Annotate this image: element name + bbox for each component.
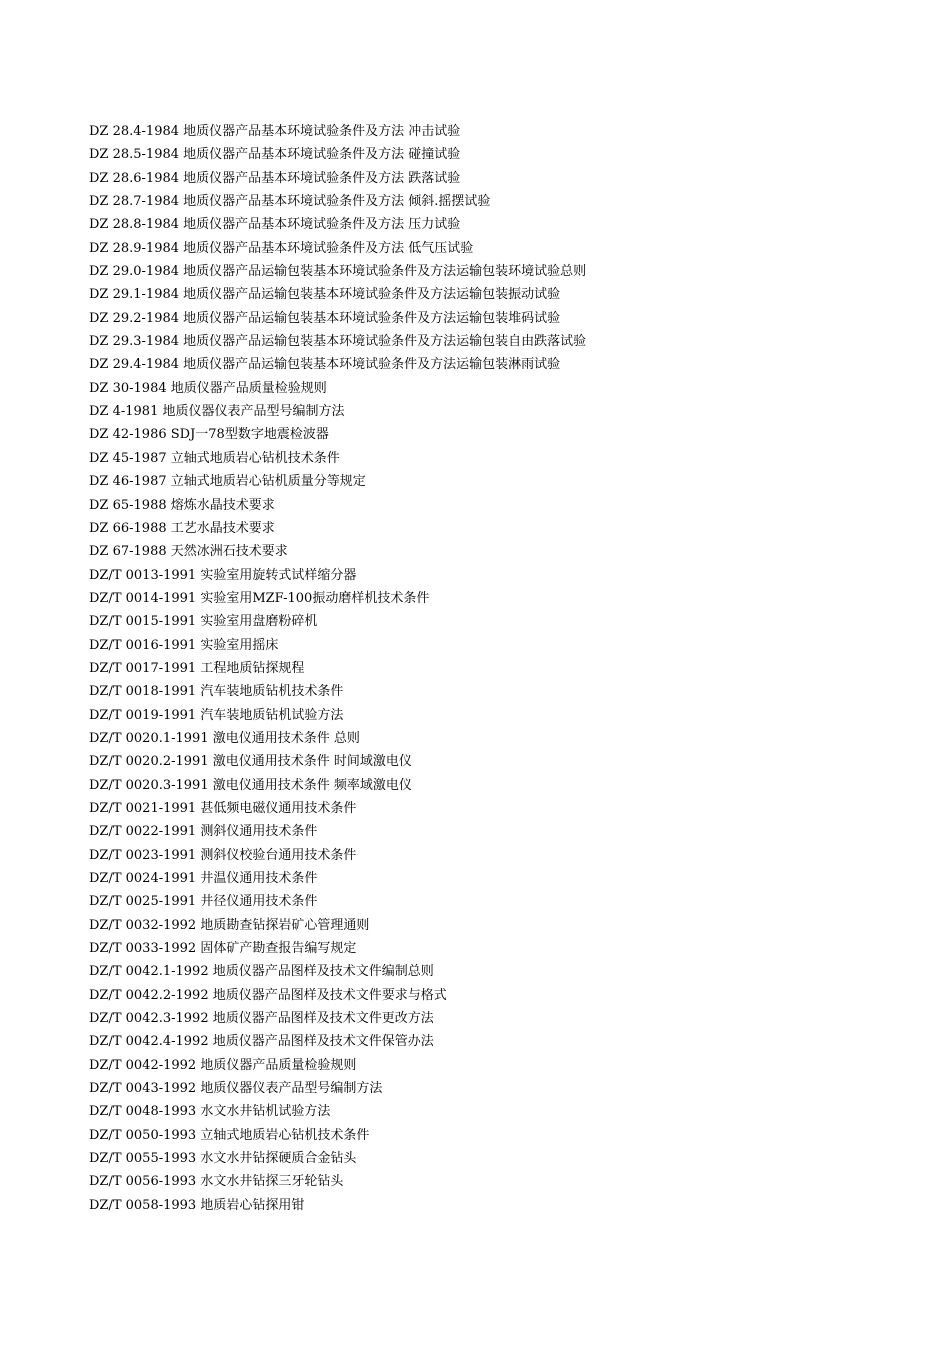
standard-entry: DZ/T 0043-1992 地质仪器仪表产品型号编制方法 — [89, 1081, 383, 1097]
standard-entry: DZ/T 0042-1992 地质仪器产品质量检验规则 — [89, 1057, 357, 1073]
standard-entry: DZ/T 0022-1991 测斜仪通用技术条件 — [89, 824, 318, 840]
standard-entry: DZ 4-1981 地质仪器仪表产品型号编制方法 — [89, 404, 345, 420]
standard-entry: DZ 65-1988 熔炼水晶技术要求 — [89, 497, 275, 513]
standard-entry: DZ/T 0020.1-1991 激电仪通用技术条件 总则 — [89, 730, 360, 746]
standard-entry: DZ/T 0024-1991 井温仪通用技术条件 — [89, 871, 318, 886]
standard-entry: DZ/T 0032-1992 地质勘查钻探岩矿心管理通则 — [89, 917, 370, 933]
standard-entry: DZ/T 0025-1991 井径仪通用技术条件 — [89, 894, 318, 910]
standard-entry: DZ/T 0019-1991 汽车装地质钻机试验方法 — [89, 707, 344, 723]
standard-entry: DZ 45-1987 立轴式地质岩心钻机技术条件 — [89, 450, 340, 466]
standard-entry: DZ/T 0042.4-1992 地质仪器产品图样及技术文件保管办法 — [89, 1034, 434, 1050]
standard-entry: DZ/T 0021-1991 甚低频电磁仪通用技术条件 — [89, 800, 357, 816]
standard-entry: DZ/T 0042.2-1992 地质仪器产品图样及技术文件要求与格式 — [89, 987, 447, 1003]
standard-entry: DZ/T 0042.1-1992 地质仪器产品图样及技术文件编制总则 — [89, 964, 434, 980]
standard-entry: DZ 46-1987 立轴式地质岩心钻机质量分等规定 — [89, 474, 366, 490]
standard-entry: DZ 42-1986 SDJ一78型数字地震检波器 — [89, 427, 329, 443]
standard-entry: DZ 28.4-1984 地质仪器产品基本环境试验条件及方法 冲击试验 — [89, 124, 461, 139]
standard-entry: DZ 66-1988 工艺水晶技术要求 — [89, 520, 275, 536]
standard-entry: DZ 28.6-1984 地质仪器产品基本环境试验条件及方法 跌落试验 — [89, 170, 461, 186]
standard-entry: DZ 28.7-1984 地质仪器产品基本环境试验条件及方法 倾斜.摇摆试验 — [89, 194, 491, 210]
standard-entry: DZ/T 0023-1991 测斜仪校验台通用技术条件 — [89, 847, 357, 863]
standard-entry: DZ/T 0020.3-1991 激电仪通用技术条件 频率域激电仪 — [89, 777, 412, 793]
standard-entry: DZ/T 0017-1991 工程地质钻探规程 — [89, 660, 305, 676]
standard-entry: DZ 29.4-1984 地质仪器产品运输包装基本环境试验条件及方法运输包装淋雨试验 — [89, 357, 561, 373]
standard-entry: DZ/T 0048-1993 水文水井钻机试验方法 — [89, 1104, 331, 1120]
standard-entry: DZ/T 0033-1992 固体矿产勘查报告编写规定 — [89, 941, 357, 957]
standard-entry: DZ 29.1-1984 地质仪器产品运输包装基本环境试验条件及方法运输包装振动试验 — [89, 287, 561, 303]
standard-entry: DZ/T 0020.2-1991 激电仪通用技术条件 时间域激电仪 — [89, 754, 412, 770]
standard-entry: DZ 29.3-1984 地质仪器产品运输包装基本环境试验条件及方法运输包装自由跌落试验 — [89, 334, 587, 350]
standard-entry: DZ/T 0013-1991 实验室用旋转式试样缩分器 — [89, 567, 357, 583]
standard-entry: DZ/T 0016-1991 实验室用摇床 — [89, 637, 279, 653]
standard-entry: DZ/T 0050-1993 立轴式地质岩心钻机技术条件 — [89, 1127, 370, 1143]
standard-entry: DZ 67-1988 天然冰洲石技术要求 — [89, 544, 288, 560]
standard-entry: DZ/T 0055-1993 水文水井钻探硬质合金钻头 — [89, 1151, 357, 1167]
standard-entry: DZ/T 0056-1993 水文水井钻探三牙轮钻头 — [89, 1174, 344, 1190]
standard-entry: DZ/T 0018-1991 汽车装地质钻机技术条件 — [89, 684, 344, 700]
standard-entry: DZ 30-1984 地质仪器产品质量检验规则 — [89, 380, 327, 396]
standard-entry: DZ/T 0014-1991 实验室用MZF-100振动磨样机技术条件 — [89, 590, 430, 606]
standard-entry: DZ 28.5-1984 地质仪器产品基本环境试验条件及方法 碰撞试验 — [89, 147, 461, 163]
standard-entry: DZ/T 0015-1991 实验室用盘磨粉碎机 — [89, 614, 318, 630]
standard-entry: DZ 28.8-1984 地质仪器产品基本环境试验条件及方法 压力试验 — [89, 217, 461, 233]
standard-entry: DZ 28.9-1984 地质仪器产品基本环境试验条件及方法 低气压试验 — [89, 240, 474, 256]
standard-entry: DZ/T 0058-1993 地质岩心钻探用钳 — [89, 1197, 305, 1213]
standard-entry: DZ 29.0-1984 地质仪器产品运输包装基本环境试验条件及方法运输包装环境试验总则 — [89, 264, 587, 280]
standard-entry: DZ 29.2-1984 地质仪器产品运输包装基本环境试验条件及方法运输包装堆码试验 — [89, 310, 561, 326]
standard-entry: DZ/T 0042.3-1992 地质仪器产品图样及技术文件更改方法 — [89, 1011, 434, 1027]
standards-list — [89, 120, 586, 1217]
